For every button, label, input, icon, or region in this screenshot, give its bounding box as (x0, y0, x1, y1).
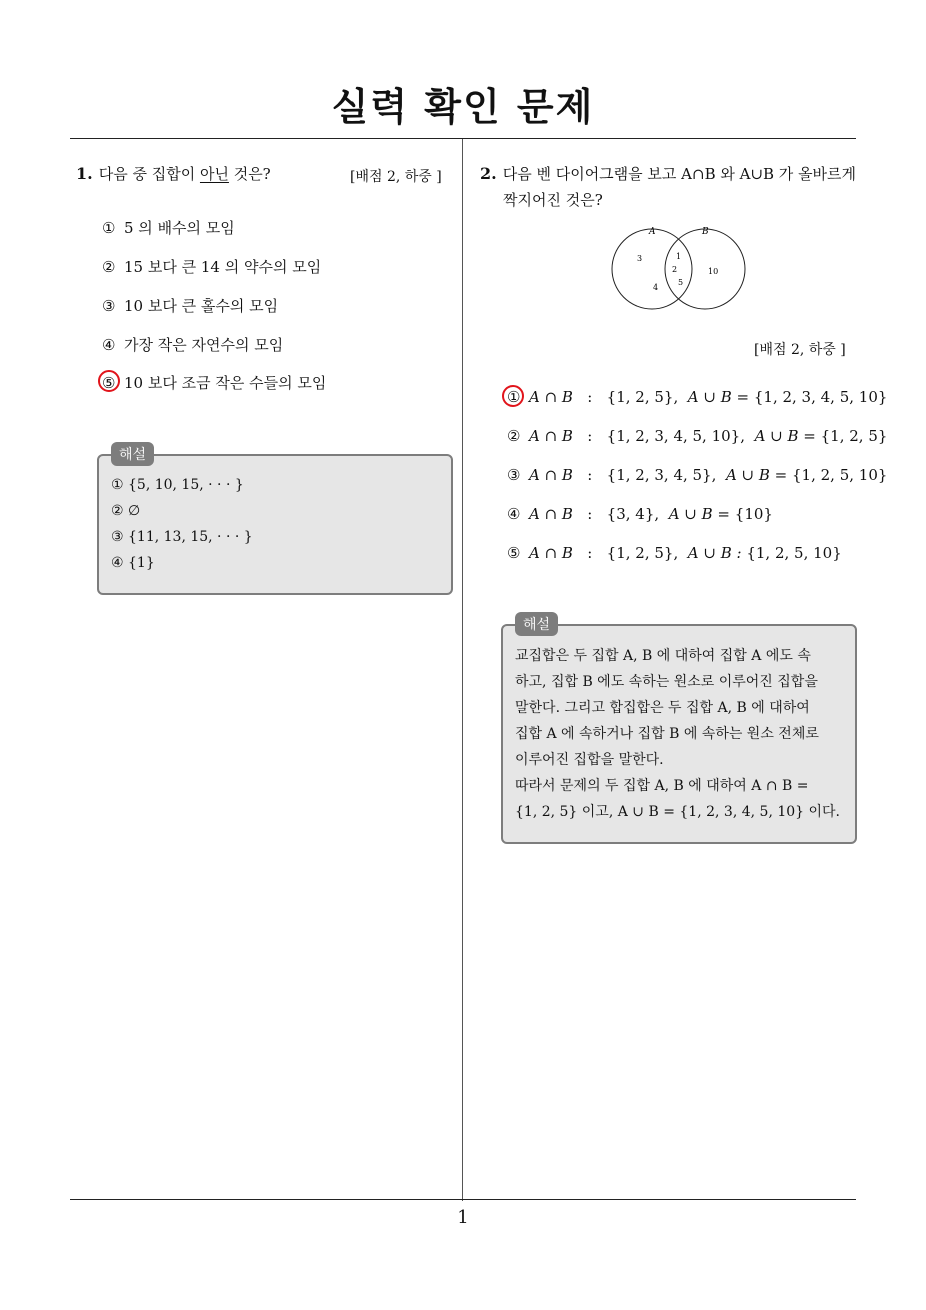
choice-union: {1, 2, 5, 10} (792, 466, 888, 484)
q1-number: 1. (76, 164, 93, 183)
q2-expl-line: 말한다. 그리고 합집합은 두 집합 A, B 에 대하여 (515, 700, 810, 716)
q2-line-2: 짝지어진 것은? (503, 191, 603, 209)
page-number: 1 (457, 1207, 469, 1228)
venn-diagram (605, 222, 755, 322)
set-a-circle (612, 229, 692, 309)
q2-choice-2[interactable] (507, 427, 887, 445)
choice-label: A ∩ B (529, 505, 573, 523)
q2-expl-line: 집합 A 에 속하거나 집합 B 에 속하는 원소 전체로 (515, 726, 819, 742)
set-a-label: A (649, 227, 656, 237)
q2-answer-circle-icon (502, 385, 524, 407)
choice-union: {1, 2, 5, 10} (746, 544, 842, 562)
choice-mark: ④ (102, 336, 116, 354)
choice-union: {10} (734, 505, 773, 523)
q1-answer-circle-icon (98, 370, 120, 392)
choice-label: A ∩ B (529, 388, 573, 406)
choice-colon: : (587, 466, 593, 484)
choice-inter: {1, 2, 3, 4, 5, 10} (606, 427, 741, 445)
choice-label: A ∩ B (529, 544, 573, 562)
q2-stem (480, 163, 856, 185)
choice-union-prefix: A ∪ B = (687, 388, 754, 406)
page-title: 실력 확인 문제 (331, 85, 595, 129)
q1-expl-line: ③ {11, 13, 15, · · · } (111, 529, 253, 545)
q2-expl-line: {1, 2, 5} 이고, A ∪ B = {1, 2, 3, 4, 5, 10} 이다. (515, 804, 841, 820)
q2-expl-line: 교집합은 두 집합 A, B 에 대하여 집합 A 에도 속 (515, 648, 811, 664)
q2-number: 2. (480, 164, 497, 183)
top-rule (70, 138, 856, 139)
venn-element: 3 (637, 254, 643, 263)
venn-element: 5 (678, 278, 684, 287)
q1-text-underlined: 아닌 (199, 165, 229, 183)
q1-text-after: 것은? (228, 165, 271, 183)
choice-sep: , (673, 544, 679, 562)
q1-choice-3[interactable] (102, 295, 278, 316)
q1-choice-4[interactable] (102, 334, 283, 355)
choice-union-prefix: A ∪ B : (687, 544, 747, 562)
choice-text: 5 의 배수의 모임 (124, 219, 235, 237)
choice-mark: ⑤ (507, 544, 521, 562)
q2-explanation-box (501, 624, 857, 844)
choice-inter: {3, 4} (606, 505, 655, 523)
choice-mark: ① (102, 219, 116, 237)
q2-expl-line: 이루어진 집합을 말한다. (515, 752, 664, 768)
q2-line-1: 다음 벤 다이어그램을 보고 A∩B 와 A∪B 가 올바르게 (502, 165, 857, 183)
choice-mark: ① (507, 388, 521, 406)
venn-element: 1 (676, 252, 682, 261)
choice-text: 15 보다 큰 14 의 약수의 모임 (124, 258, 322, 276)
choice-mark: ② (507, 427, 521, 445)
choice-sep: , (711, 466, 717, 484)
q1-choice-2[interactable] (102, 256, 321, 277)
set-b-label: B (702, 227, 709, 237)
choice-union-prefix: A ∪ B = (754, 427, 821, 445)
q1-explanation-box (97, 454, 453, 595)
q2-choice-3[interactable] (507, 466, 887, 484)
venn-element: 10 (708, 267, 719, 276)
choice-mark: ③ (102, 297, 116, 315)
choice-sep: , (740, 427, 746, 445)
choice-colon: : (587, 505, 593, 523)
choice-colon: : (587, 427, 593, 445)
venn-element: 2 (672, 265, 678, 274)
venn-element: 4 (653, 283, 659, 292)
choice-inter: {1, 2, 5} (606, 388, 674, 406)
choice-mark: ② (102, 258, 116, 276)
choice-sep: , (673, 388, 679, 406)
choice-sep: , (654, 505, 660, 523)
bottom-rule (70, 1199, 856, 1200)
choice-colon: : (587, 544, 593, 562)
q2-score: [배점 2, 하중 ] (754, 342, 846, 358)
choice-text: 10 보다 조금 작은 수들의 모임 (124, 374, 327, 392)
q1-choice-5[interactable] (102, 372, 326, 393)
choice-text: 가장 작은 자연수의 모임 (124, 336, 284, 354)
choice-union: {1, 2, 3, 4, 5, 10} (753, 388, 888, 406)
q2-explanation-tab: 해설 (515, 612, 558, 636)
q1-explanation-tab: 해설 (111, 442, 154, 466)
choice-mark: ⑤ (102, 374, 116, 392)
choice-inter: {1, 2, 3, 4, 5} (606, 466, 712, 484)
choice-union-prefix: A ∪ B = (725, 466, 793, 484)
q1-choice-1[interactable] (102, 217, 235, 238)
choice-union: {1, 2, 5} (820, 427, 888, 445)
q1-score: [배점 2, 하중 ] (350, 169, 442, 185)
column-divider (462, 139, 463, 1201)
q2-choice-4[interactable] (507, 505, 773, 523)
choice-colon: : (587, 388, 593, 406)
choice-inter: {1, 2, 5} (606, 544, 674, 562)
q1-expl-line: ① {5, 10, 15, · · · } (111, 477, 244, 493)
q1-expl-line: ④ {1} (111, 555, 155, 571)
q1-expl-line: ② ∅ (111, 503, 141, 519)
q1-text-before: 다음 중 집합이 (98, 165, 200, 183)
choice-label: A ∩ B (529, 427, 573, 445)
q2-expl-line: 하고, 집합 B 에도 속하는 원소로 이루어진 집합을 (515, 674, 818, 690)
q2-choice-5[interactable] (507, 544, 842, 562)
choice-union-prefix: A ∪ B = (668, 505, 735, 523)
q2-expl-line: 따라서 문제의 두 집합 A, B 에 대하여 A ∩ B = (515, 778, 809, 794)
choice-label: A ∩ B (529, 466, 573, 484)
q2-choice-1[interactable] (507, 388, 887, 406)
q1-stem (76, 163, 271, 185)
choice-mark: ④ (507, 505, 521, 523)
choice-text: 10 보다 큰 홀수의 모임 (124, 297, 279, 315)
choice-mark: ③ (507, 466, 521, 484)
